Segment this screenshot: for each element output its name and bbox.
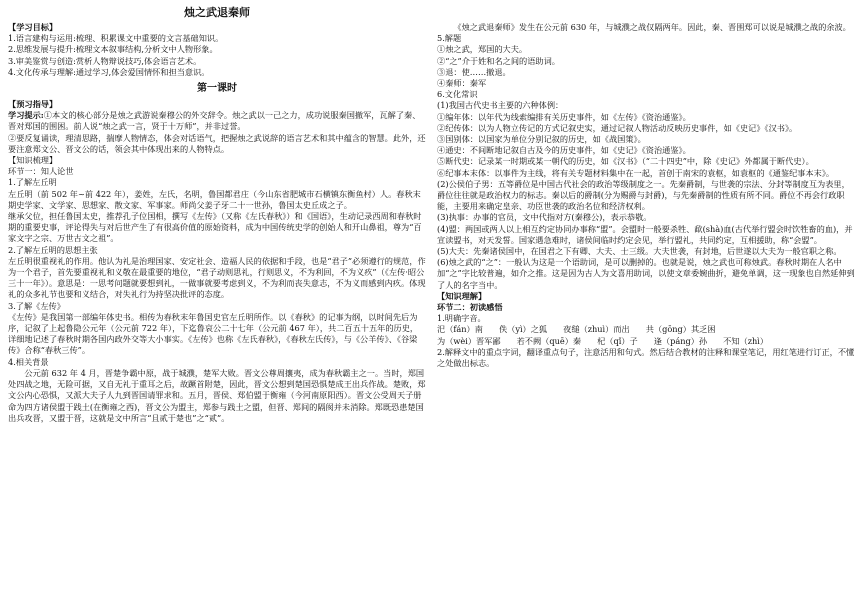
background-continued: 《烛之武退秦师》发生在公元前 630 年，与城濮之战仅隔两年。因此，秦、晋围郑可以说是城濮之战的余波。 [453, 22, 851, 32]
section-1-title: 1.了解左丘明 [8, 177, 57, 188]
goals-heading: 【学习目标】 [8, 22, 58, 32]
culture-item-4: (4)盟：两国或两人以上相互约定协同办事称“盟”。会盟时一般要杀牲、歃(shà)血(古代举行盟会时饮牲畜的血)，并宣读盟书，对天发誓。国家遇急难时，诸侯间临时约定会见，举行盟礼，共同约定，互相援助，称“会盟”。 [437, 223, 853, 245]
goal-item: 2.思维发展与提升:梳理文本叙事结构,分析文中人物形象。 [8, 44, 218, 55]
tip-paragraph-1 [8, 110, 426, 132]
pronunciation-item: 逢（páng）孙 [653, 335, 708, 346]
pronunciation-title: 1.明确字音。 [437, 313, 486, 324]
pronunciation-item: 佚（yì）之狐 [498, 324, 548, 335]
culture-item-3: (3)执事：办事的官员，文中代指对方(秦穆公)，表示恭敬。 [437, 212, 652, 223]
section-4-text: 公元前 632 年 4 月，晋楚争霸中原，战于城濮，楚军大败。晋文公尊周攘夷，成为春秋霸主之一。当时，郑国处四战之地，无险可据，又自无礼于重耳之后，故蹶首附楚，因此，晋文公想到楚国恐惧楚成王出兵作战。楚败，郑文公内心恐惧，又派大夫子人九到晋国请罪求和。五月，晋侯、郑伯盟于衡雍（今河南原阳西）。晋文公受周天子册命为四方诸侯盟于践土(在衡雍之西)，晋文公为盟主，郑参与践土之盟，但晋、郑间的隔阂并未消除。郑既恐患楚国出兵攻晋，又盟于晋，这就是文中所言“且贰于楚也”之“贰”。 [8, 367, 426, 423]
pronunciation-row-2 [437, 336, 855, 347]
link-2: 环节二：初读感悟 [437, 302, 503, 313]
pronunciation-item: 不知（zhì） [723, 335, 769, 346]
section-1-text-2: 继承父位，担任鲁国太史，推荐孔子位国相，撰写《左传》（又称《左氏春秋》）和《国语》，生动记录西周和春秋时期的重要史事，评论得失与对后世产生了有很高价值的原始资料，成为中国传统史学的创始人和开山鼻祖，尊为“百家文字之宗、万世古文之祖”。 [8, 211, 422, 244]
pronunciation-item: 为（wèi）晋军鄙 [437, 335, 501, 346]
section-3-text: 《左传》是我国第一部编年体史书。相传为春秋末年鲁国史官左丘明所作。以《春秋》的记事为纲，以时间先后为序，记叙了上起鲁隐公元年（公元前 722 年），下迄鲁哀公二十七年（公元前 467 年），共二百五十五年的历史，详细地记述了春秋时期各国内政外交等大小事实。《左传》也称《左氏春秋》，《春秋左氏传》，与《公羊传》、《谷梁传》合称“春秋三传”。 [8, 311, 419, 356]
history-style-item: ①编年体：以年代为线索编排有关历史事件，如《左传》《资治通鉴》。 [437, 111, 691, 122]
culture-item-5: (5)大夫：先秦诸侯国中，在国君之下有卿、大夫、士三级。大夫世袭，有封地，后世遂以大夫为一般官职之称。 [437, 246, 842, 257]
knowledge-heading: 【知识梳理】 [8, 155, 58, 166]
section-1-text: 左丘明（前 502 年~前 422 年），姜姓，左氏，名明，鲁国都君庄（今山东省肥城市石横镇东衡鱼村）人。春秋末期史学家、文学家、思想家、散文家、军事家。师尚父姜子牙二十一世孙，鲁国太史丘成之子。 [8, 188, 421, 210]
title-explain-item: ①烛之武，郑国的大夫。 [437, 44, 528, 55]
pronunciation-item: 共（gōng）其乏困 [645, 324, 716, 335]
title-explain-item: ④秦师：秦军 [437, 78, 487, 89]
history-style-item: ④通史：不间断地记叙自古及今的历史事件，如《史记》《资治通鉴》。 [437, 145, 691, 156]
pronunciation-item: 杞（qǐ）子 [597, 335, 638, 346]
document-title: 烛之武退秦师 [184, 6, 250, 19]
tip-text-1: ①本文的核心部分是烛之武游说秦穆公的外交辞令。烛之武以一己之力，成功说服秦国撤军，瓦解了秦、晋对郑国的围困。前人说“烛之武一言，贤于十万师”，并非过誉。 [8, 110, 421, 132]
section-4-title: 4.相关背景 [8, 356, 49, 367]
pronunciation-item: 夜缒（zhuì）而出 [563, 324, 630, 335]
tip-paragraph-2: ②要反复诵读，理清思路，揣摩人物情态，体会对话语气，把握烛之武说辞的语言艺术和其中蕴含的智慧。此外，还要注意郑文公、晋文公的话，领会其中体现出来的人物特点。 [8, 132, 426, 154]
section-2-title: 2.了解左丘明的思想主张 [8, 244, 98, 255]
history-style-item: ⑤断代史：记录某一时期或某一朝代的历史，如《汉书》（“二十四史”中，除《史记》外都属于断代史）。 [437, 156, 814, 167]
understanding-heading: 【知识理解】 [437, 290, 487, 301]
pronunciation-row-1 [437, 324, 855, 335]
section-3-title: 3.了解《左传》 [8, 300, 65, 311]
pronunciation-item: 若不阙（quē）秦 [516, 335, 582, 346]
vocabulary-task: 2.解释文中的重点字词，翻译重点句子，注意活用和句式。然后结合教材的注释和课堂笔记，用红笔进行订正，不懂之处做出标志。 [437, 346, 855, 369]
tip-label: 学习提示: [8, 110, 44, 121]
section-6-title: 6.文化常识 [437, 89, 478, 100]
left-column [8, 22, 426, 424]
history-style-item: ②纪传体：以为人物立传记的方式记叙史实，通过记叙人物活动反映历史事件，如《史记》《汉书》。 [437, 122, 798, 133]
section-5-title: 5.解题 [437, 33, 462, 44]
history-style-item: ⑥纪事本末体：以事件为主线，将有关专题材料集中在一起，首创于南宋的袁枢，如袁枢的《通鉴纪事本末》。 [437, 167, 835, 178]
culture-intro: (1)我国古代史书主要的六种体例： [437, 100, 564, 111]
section-2-text: 左丘明很重视礼的作用。他认为礼是治理国家、安定社会、造福人民的依据和手段，也是“君子”必须遵行的规范，作为一个君子，首先要重视礼和义敬在最重要的地位，“君子动则思礼，行则思义，不为利回，不为义疚”（《左传·昭公三十一年》）。意思是：一思考问题就要想到礼，一做事就要考虑到义，不为利而丧失意志，不为义而感到内疚。体现礼的众多礼节也要和义结合，对失礼行为持坚决批评的态度。 [8, 255, 426, 300]
history-style-item: ③国别体：以国家为单位分别记叙的历史，如《战国策》。 [437, 134, 646, 145]
goal-item: 1.语言建构与运用:梳理、积累课文中重要的文言基础知识。 [8, 33, 224, 44]
title-explain-item: ③退：使……撤退。 [437, 66, 511, 77]
culture-item-2: (2)公侯伯子男：五等爵位是中国古代社会的政治等级制度之一。先秦爵制，与世袭的宗法、分封等制度互为表里，爵位往往就是政治权力的标志。秦以后的爵制(分为赐爵与封爵)，与先秦爵制的性质有所不同。爵位不再会行政职能，主要用来确定皇亲、功臣世袭的政治名位和经济权利。 [437, 178, 850, 212]
preview-heading: 【预习指导】 [8, 99, 58, 110]
culture-item-6: (6)烛之武的“之”：一般认为这是一个语助词，是可以删掉的。也就是说，烛之武也可称烛武。春秋时期在人名中加“之”字比较普遍，如介之推。这是因为古人为文喜用助词，以使文章委婉曲折，避免单调，这一现象也自然延伸到了人的名字当中。 [437, 257, 855, 290]
pronunciation-item: 汜（fán）南 [437, 324, 483, 335]
goal-item: 4.文化传承与理解:通过学习,体会爱国情怀和担当意识。 [8, 66, 210, 77]
right-column [437, 22, 855, 369]
link-1: 环节一：知人论世 [8, 166, 74, 177]
title-explain-item: ②“之”介于姓和名之间的语助词。 [437, 55, 560, 66]
lesson-title: 第一课时 [197, 83, 237, 95]
goal-item: 3.审美鉴赏与创造:赏析人物辩说技巧,体会语言艺术。 [8, 55, 202, 66]
